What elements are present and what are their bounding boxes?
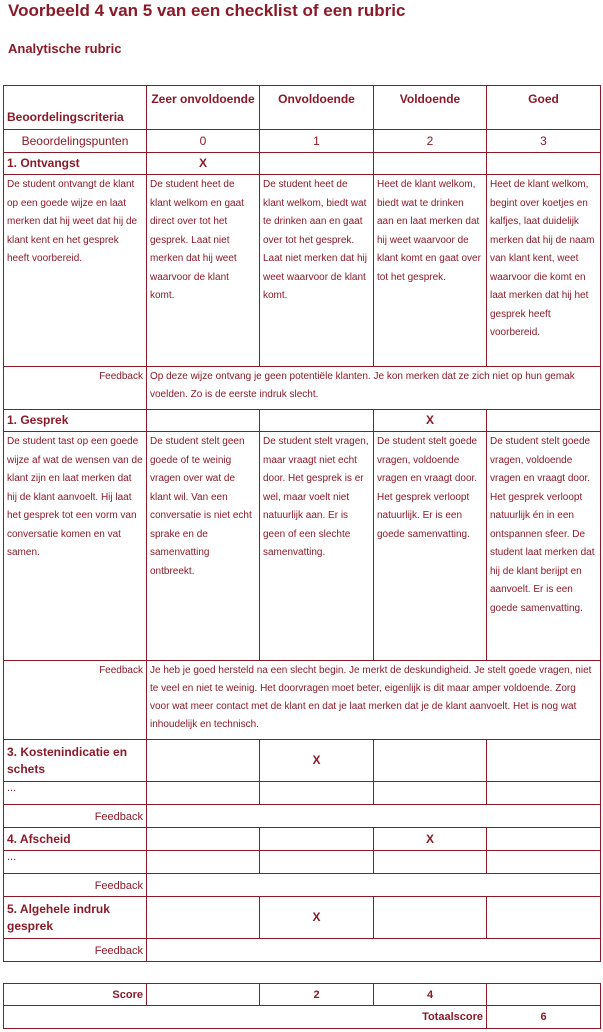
header-row bbox=[4, 86, 601, 130]
feedback-text bbox=[147, 939, 601, 962]
score-mark bbox=[487, 153, 601, 175]
placeholder-row bbox=[4, 782, 601, 805]
placeholder-dots: ... bbox=[4, 782, 147, 805]
feedback-row bbox=[4, 874, 601, 897]
score-mark bbox=[487, 740, 601, 782]
feedback-text bbox=[147, 874, 601, 897]
feedback-row bbox=[4, 805, 601, 828]
score-mark: X bbox=[147, 153, 260, 175]
level-description: Heet de klant welkom, begint over koetjes en kalfjes, laat duidelijk merken dat hij de naam van klant kent, weet waarvoor die komt en laat merken dat hij het gesprek heeft voorbereid. bbox=[487, 175, 601, 367]
placeholder-row bbox=[4, 851, 601, 874]
score-mark bbox=[487, 410, 601, 432]
total-row bbox=[4, 1006, 601, 1029]
score-mark bbox=[147, 897, 260, 939]
points-value: 0 bbox=[147, 130, 260, 153]
total-label: Totaalscore bbox=[4, 1006, 487, 1029]
score-mark bbox=[147, 828, 260, 851]
feedback-row bbox=[4, 367, 601, 410]
criterion-row bbox=[4, 740, 601, 782]
level-header: Voldoende bbox=[374, 86, 487, 130]
feedback-row bbox=[4, 661, 601, 740]
level-description: De student heet de klant welkom en gaat direct over tot het gesprek. Laat niet merken dat hij weet waarvoor de klant komt. bbox=[147, 175, 260, 367]
page-title: Voorbeeld 4 van 5 van een checklist of een rubric bbox=[8, 1, 406, 20]
points-value: 3 bbox=[487, 130, 601, 153]
score-mark bbox=[374, 897, 487, 939]
level-header: Goed bbox=[487, 86, 601, 130]
feedback-label: Feedback bbox=[4, 805, 147, 828]
criteria-header: Beoordelingscriteria bbox=[4, 86, 147, 130]
feedback-label: Feedback bbox=[4, 939, 147, 962]
score-mark bbox=[260, 828, 374, 851]
level-header: Onvoldoende bbox=[260, 86, 374, 130]
criterion-row bbox=[4, 828, 601, 851]
feedback-label: Feedback bbox=[4, 874, 147, 897]
points-value: 1 bbox=[260, 130, 374, 153]
criterion-description: De student tast op een goede wijze af wat de wensen van de klant zijn en laat merken dat hij de klant aanvoelt. Hij laat het gesprek tot een vorm van conversatie komen en vat samen. bbox=[4, 432, 147, 661]
criterion-description: De student ontvangt de klant op een goede wijze en laat merken dat hij weet dat hij de klant kent en het gesprek heeft voorbereid. bbox=[4, 175, 147, 367]
score-value: 2 bbox=[260, 984, 374, 1006]
criterion-row bbox=[4, 897, 601, 939]
criterion-name: 5. Algehele indruk gesprek bbox=[4, 897, 147, 939]
rubric-table bbox=[3, 85, 601, 962]
feedback-row bbox=[4, 939, 601, 962]
criterion-row bbox=[4, 153, 601, 175]
total-value: 6 bbox=[487, 1006, 601, 1029]
feedback-text bbox=[147, 805, 601, 828]
placeholder-dots: ... bbox=[4, 851, 147, 874]
score-mark bbox=[147, 740, 260, 782]
score-mark: X bbox=[260, 740, 374, 782]
description-row bbox=[4, 175, 601, 367]
criterion-name: 1. Gesprek bbox=[4, 410, 147, 432]
level-description: De student heet de klant welkom, biedt wat te drinken aan en gaat over tot het gesprek. Laat niet merken dat hij weet waarvoor de klant komt. bbox=[260, 175, 374, 367]
score-row bbox=[4, 984, 601, 1006]
criterion-name: 3. Kostenindicatie en schets bbox=[4, 740, 147, 782]
score-mark bbox=[487, 828, 601, 851]
score-value: 4 bbox=[374, 984, 487, 1006]
page-subtitle: Analytische rubric bbox=[8, 41, 122, 56]
score-value bbox=[487, 984, 601, 1006]
score-mark: X bbox=[374, 828, 487, 851]
score-mark bbox=[374, 740, 487, 782]
score-mark bbox=[147, 410, 260, 432]
description-row bbox=[4, 432, 601, 661]
feedback-text: Op deze wijze ontvang je geen potentiële klanten. Je kon merken dat ze zich niet op hun gemak voelden. Zo is de eerste indruk slecht. bbox=[147, 367, 601, 410]
score-value bbox=[147, 984, 260, 1006]
score-mark bbox=[260, 153, 374, 175]
level-description: De student stelt vragen, maar vraagt niet echt door. Het gesprek is er wel, maar voelt niet natuurlijk aan. Er is geen of een slechte samenvatting. bbox=[260, 432, 374, 661]
criterion-name: 1. Ontvangst bbox=[4, 153, 147, 175]
criterion-name: 4. Afscheid bbox=[4, 828, 147, 851]
score-mark bbox=[487, 897, 601, 939]
points-value: 2 bbox=[374, 130, 487, 153]
points-label: Beoordelingspunten bbox=[4, 130, 147, 153]
level-description: De student stelt geen goede of te weinig vragen over wat de klant wil. Van een conversatie is niet echt sprake en de samenvatting ontbreekt. bbox=[147, 432, 260, 661]
score-mark: X bbox=[374, 410, 487, 432]
level-description: De student stelt goede vragen, voldoende vragen en vraagt door. Het gesprek verloopt natuurlijk én in een ontspannen sfeer. De student laat merken dat hij de klant berijpt en aanvoelt. Er is een goede samenvatting. bbox=[487, 432, 601, 661]
score-mark bbox=[374, 153, 487, 175]
score-mark bbox=[260, 410, 374, 432]
level-description: De student stelt goede vragen, voldoende vragen en vraagt door. Het gesprek verloopt natuurlijk. Er is een goede samenvatting. bbox=[374, 432, 487, 661]
level-description: Heet de klant welkom, biedt wat te drinken aan en laat merken dat hij weet waarvoor de klant komt en gaat over tot het gesprek. bbox=[374, 175, 487, 367]
points-row bbox=[4, 130, 601, 153]
score-table bbox=[3, 983, 601, 1029]
level-header: Zeer onvoldoende bbox=[147, 86, 260, 130]
feedback-label: Feedback bbox=[4, 661, 147, 740]
score-mark: X bbox=[260, 897, 374, 939]
feedback-label: Feedback bbox=[4, 367, 147, 410]
score-label: Score bbox=[4, 984, 147, 1006]
criterion-row bbox=[4, 410, 601, 432]
feedback-text: Je heb je goed hersteld na een slecht begin. Je merkt de deskundigheid. Je stelt goede vragen, niet te veel en niet te weinig. Het doorvragen moet beter, eigenlijk is dit maar amper voldoende. Zorg voor wat meer contact met de klant en dat je laat merken dat je de klant aanvoelt. Het is nog wat inhoudelijk en technisch. bbox=[147, 661, 601, 740]
